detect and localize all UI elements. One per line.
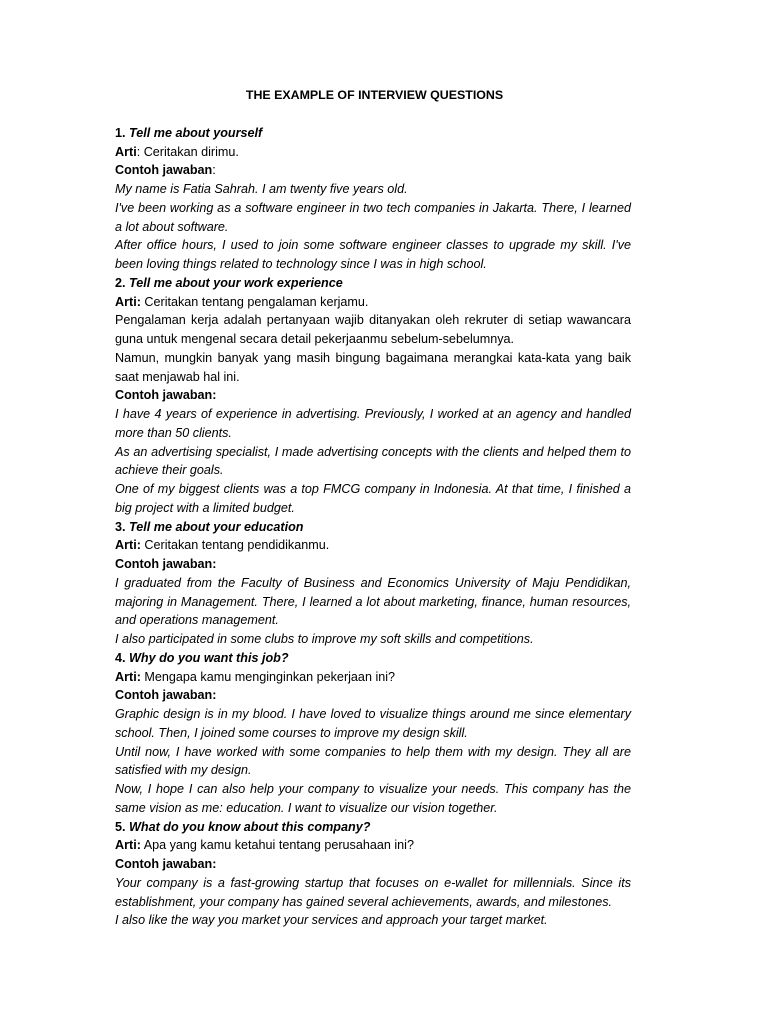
- contoh-jawaban-heading: Contoh jawaban:: [115, 163, 216, 178]
- answer-paragraph: Now, I hope I can also help your company to visualize your needs. This company has the same vision as me: education. I want to visualize our vision together.: [115, 782, 631, 815]
- question-heading: [115, 649, 631, 668]
- answer-paragraph: Graphic design is in my blood. I have loved to visualize things around me since elementary school. Then, I joined some courses to improve my design skill.: [115, 707, 631, 740]
- contoh-jawaban-label: Contoh jawaban: [115, 163, 213, 178]
- question-heading: [115, 124, 631, 143]
- arti-text: Ceritakan dirimu.: [143, 144, 239, 159]
- arti-text: Ceritakan tentang pengalaman kerjamu.: [144, 294, 369, 309]
- question-section-3: [115, 518, 631, 649]
- arti-text: Ceritakan tentang pendidikanmu.: [144, 538, 330, 553]
- contoh-jawaban-label: Contoh jawaban:: [115, 388, 217, 403]
- answer-paragraph: Your company is a fast-growing startup that focuses on e-wallet for millennials. Since its establishment, your company has gained several achievements, awards, and milestones.: [115, 875, 631, 909]
- answer-paragraph: I also participated in some clubs to improve my soft skills and competitions.: [115, 632, 534, 646]
- answer-paragraph: I've been working as a software engineer in two tech companies in Jakarta. There, I learned a lot about software.: [115, 200, 631, 234]
- arti-text: Mengapa kamu menginginkan pekerjaan ini?: [144, 669, 396, 684]
- question-text: Tell me about your education: [129, 519, 304, 534]
- question-section-4: [115, 649, 631, 818]
- explanation-paragraph: Pengalaman kerja adalah pertanyaan wajib ditanyakan oleh rekruter di setiap wawancara guna untuk mengenal secara detail pekerjaanmu sebelum-sebelumnya.: [115, 313, 631, 346]
- question-number: 2.: [115, 275, 126, 290]
- question-section-5: [115, 818, 631, 931]
- question-heading: [115, 274, 631, 293]
- arti-label: Arti:: [115, 669, 141, 684]
- arti-label: Arti:: [115, 294, 141, 309]
- document-title: THE EXAMPLE OF INTERVIEW QUESTIONS: [245, 88, 504, 102]
- question-text: What do you know about this company?: [129, 819, 371, 834]
- answer-paragraph: I have 4 years of experience in advertising. Previously, I worked at an agency and handled more than 50 clients.: [115, 407, 631, 440]
- question-section-2: [115, 274, 631, 518]
- explanation-paragraph: Namun, mungkin banyak yang masih bingung bagaimana merangkai kata-kata yang baik saat menjawab hal ini.: [115, 350, 631, 384]
- contoh-jawaban-heading: [115, 686, 631, 705]
- question-text: Why do you want this job?: [129, 650, 289, 665]
- arti-text: Apa yang kamu ketahui tentang perusahaan ini?: [143, 838, 414, 853]
- arti-line: [115, 836, 631, 855]
- arti-label: Arti: [115, 144, 137, 159]
- answer-paragraph: I also like the way you market your services and approach your target market.: [115, 913, 548, 928]
- question-number: 1.: [115, 125, 126, 140]
- arti-line: [115, 293, 631, 312]
- question-text: Tell me about yourself: [129, 125, 263, 140]
- question-number: 5.: [115, 819, 126, 834]
- question-number: 3.: [115, 519, 126, 534]
- answer-paragraph: As an advertising specialist, I made advertising concepts with the clients and helped them to achieve their goals.: [115, 444, 631, 478]
- arti-line: Arti: Ceritakan dirimu.: [115, 144, 239, 159]
- arti-label: Arti:: [115, 838, 141, 853]
- question-heading: [115, 818, 631, 837]
- contoh-jawaban-label: Contoh jawaban:: [115, 857, 217, 871]
- answer-paragraph: Until now, I have worked with some companies to help them with my design. They all are satisfied with my design.: [115, 744, 631, 778]
- question-number: 4.: [115, 650, 126, 665]
- contoh-jawaban-heading: [115, 386, 631, 405]
- contoh-jawaban-heading: [115, 855, 631, 874]
- arti-line: [115, 536, 631, 555]
- answer-paragraph: After office hours, I used to join some software engineer classes to upgrade my skill. I've been loving things related to technology since I was in high school.: [115, 238, 631, 271]
- arti-line: [115, 668, 631, 687]
- question-text: Tell me about your work experience: [129, 275, 343, 290]
- answer-paragraph: I graduated from the Faculty of Business and Economics University of Maju Pendidikan, majoring in Management. There, I learned a lot about marketing, finance, human resources, and operations management.: [115, 575, 631, 628]
- contoh-jawaban-heading: [115, 555, 631, 574]
- answer-paragraph: My name is Fatia Sahrah. I am twenty five years old.: [115, 182, 408, 196]
- document-page: [115, 86, 631, 930]
- question-heading: [115, 518, 631, 537]
- answer-paragraph: One of my biggest clients was a top FMCG company in Indonesia. At that time, I finished a big project with a limited budget.: [115, 482, 631, 515]
- contoh-jawaban-label: Contoh jawaban:: [115, 557, 217, 571]
- arti-label: Arti:: [115, 538, 141, 553]
- question-section-1: [115, 124, 631, 274]
- contoh-jawaban-label: Contoh jawaban:: [115, 688, 217, 703]
